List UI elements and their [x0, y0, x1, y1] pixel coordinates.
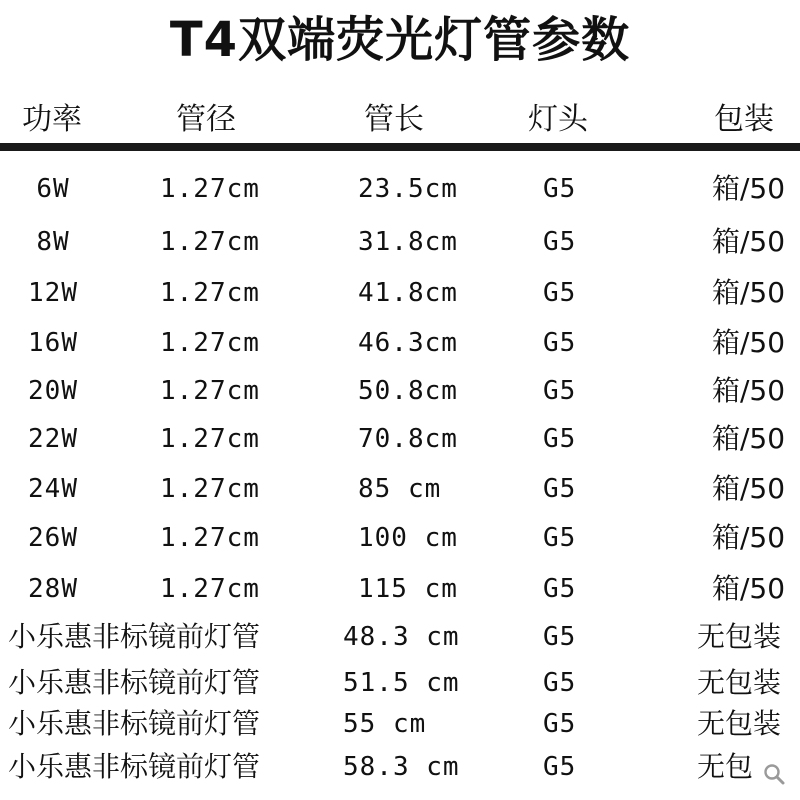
cell-power: 24W [28, 474, 78, 504]
header-length: 管长 [364, 102, 424, 137]
cell-packing: 箱/50 [712, 572, 786, 605]
cell-diameter: 1.27cm [160, 174, 260, 204]
cell-cap: G5 [543, 474, 577, 504]
cell-cap: G5 [543, 227, 577, 257]
cell-power: 16W [28, 328, 78, 358]
cell-cap: G5 [543, 424, 577, 454]
table-row [0, 270, 800, 316]
cell-length: 41.8cm [358, 278, 458, 308]
cell-diameter: 1.27cm [160, 328, 260, 358]
header-diameter: 管径 [176, 102, 236, 137]
cell-cap: G5 [543, 278, 577, 308]
table-row [0, 566, 800, 612]
cell-power: 20W [28, 376, 78, 406]
table-row [0, 219, 800, 265]
cell-cap: G5 [543, 523, 577, 553]
cell-packing: 无包装 [697, 666, 782, 699]
cell-length: 58.3 cm [343, 752, 460, 782]
cell-product-name: 小乐惠非标镜前灯管 [8, 707, 261, 740]
cell-packing: 箱/50 [712, 472, 786, 505]
table-row [0, 660, 800, 706]
cell-cap: G5 [543, 622, 577, 652]
cell-length: 48.3 cm [343, 622, 460, 652]
cell-power: 12W [28, 278, 78, 308]
cell-power: 6W [36, 174, 70, 204]
cell-packing: 箱/50 [712, 172, 786, 205]
table-row [0, 701, 800, 747]
cell-cap: G5 [543, 174, 577, 204]
table-row [0, 320, 800, 366]
cell-product-name: 小乐惠非标镜前灯管 [8, 666, 261, 699]
cell-length: 100 cm [358, 523, 458, 553]
cell-packing: 箱/50 [712, 276, 786, 309]
table-row [0, 744, 800, 790]
cell-power: 26W [28, 523, 78, 553]
cell-cap: G5 [543, 752, 577, 782]
cell-packing: 无包 [697, 750, 754, 783]
cell-diameter: 1.27cm [160, 474, 260, 504]
cell-length: 115 cm [358, 574, 458, 604]
cell-length: 46.3cm [358, 328, 458, 358]
cell-power: 22W [28, 424, 78, 454]
cell-diameter: 1.27cm [160, 523, 260, 553]
header-divider [0, 143, 800, 151]
cell-packing: 箱/50 [712, 374, 786, 407]
cell-length: 23.5cm [358, 174, 458, 204]
cell-product-name: 小乐惠非标镜前灯管 [8, 750, 261, 783]
cell-packing: 箱/50 [712, 521, 786, 554]
table-row [0, 515, 800, 561]
cell-diameter: 1.27cm [160, 376, 260, 406]
cell-length: 55 cm [343, 709, 427, 739]
cell-cap: G5 [543, 328, 577, 358]
cell-diameter: 1.27cm [160, 574, 260, 604]
table-header [0, 98, 800, 142]
cell-packing: 箱/50 [712, 225, 786, 258]
cell-power: 8W [36, 227, 70, 257]
cell-diameter: 1.27cm [160, 278, 260, 308]
table-row [0, 614, 800, 660]
cell-power: 28W [28, 574, 78, 604]
cell-product-name: 小乐惠非标镜前灯管 [8, 620, 261, 653]
cell-cap: G5 [543, 376, 577, 406]
cell-length: 51.5 cm [343, 668, 460, 698]
cell-diameter: 1.27cm [160, 227, 260, 257]
cell-cap: G5 [543, 709, 577, 739]
cell-length: 85 cm [358, 474, 442, 504]
cell-length: 70.8cm [358, 424, 458, 454]
cell-packing: 无包装 [697, 620, 782, 653]
cell-packing: 箱/50 [712, 326, 786, 359]
cell-packing: 箱/50 [712, 422, 786, 455]
table-row [0, 166, 800, 212]
page-title: T4双端荧光灯管参数 [169, 12, 631, 68]
cell-length: 31.8cm [358, 227, 458, 257]
cell-packing: 无包装 [697, 707, 782, 740]
cell-diameter: 1.27cm [160, 424, 260, 454]
cell-length: 50.8cm [358, 376, 458, 406]
table-row [0, 416, 800, 462]
header-power: 功率 [22, 102, 82, 137]
cell-cap: G5 [543, 668, 577, 698]
header-packing: 包装 [714, 102, 774, 137]
cell-cap: G5 [543, 574, 577, 604]
search-icon[interactable] [762, 762, 786, 786]
table-row [0, 466, 800, 512]
header-cap: 灯头 [528, 102, 588, 137]
table-row [0, 368, 800, 414]
